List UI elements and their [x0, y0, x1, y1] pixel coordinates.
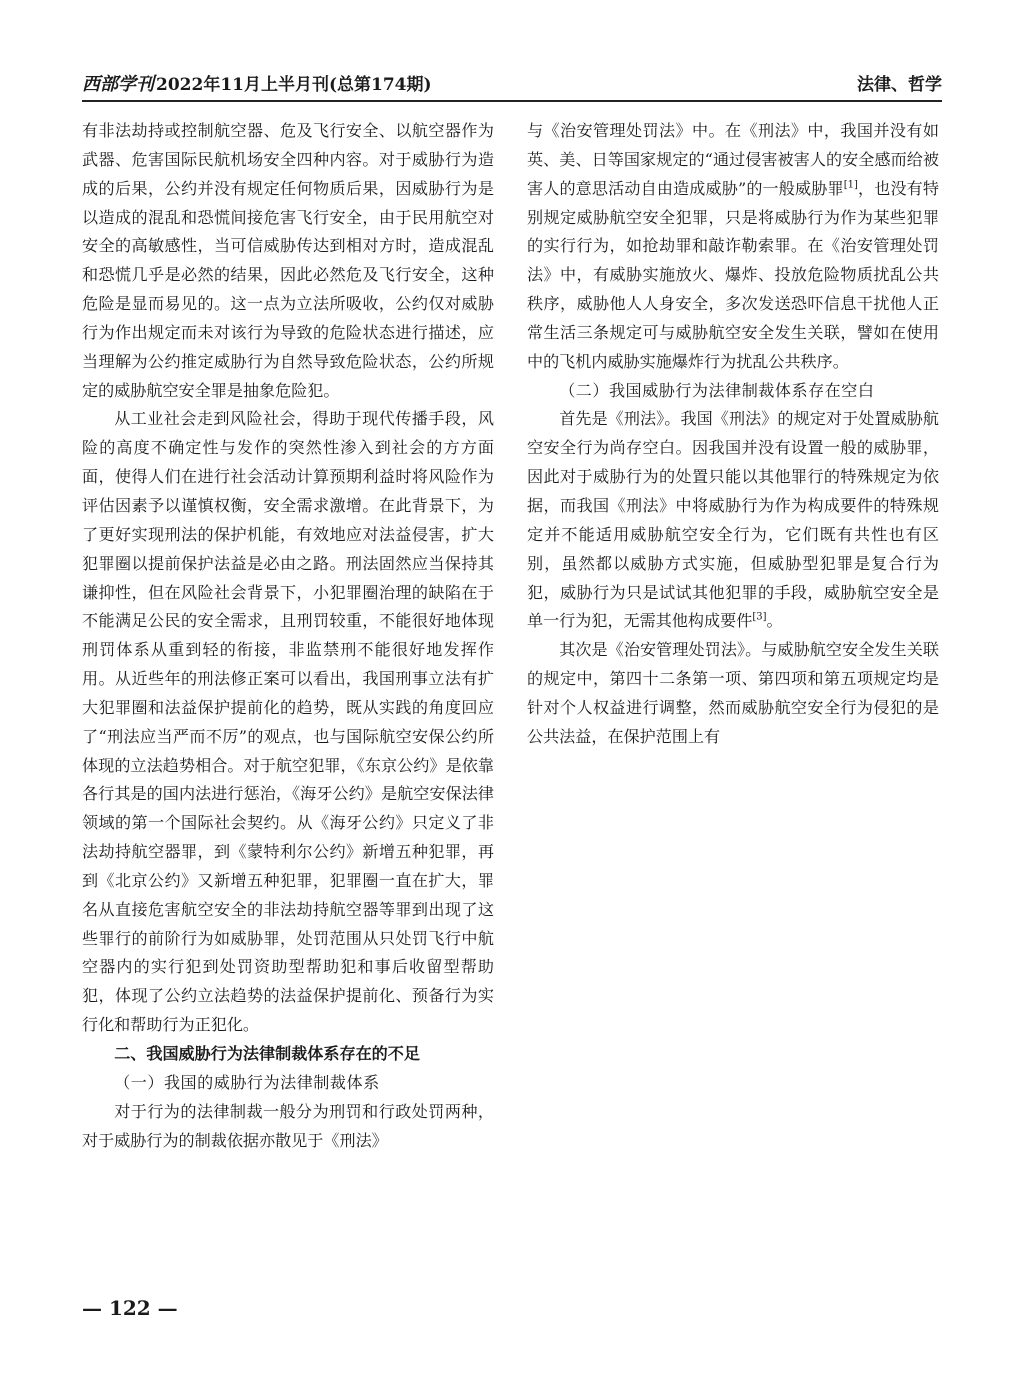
journal-issue	[82, 70, 432, 96]
section-heading: 二、我国威胁行为法律制裁体系存在的不足	[114, 1044, 420, 1063]
citation: [1]	[843, 179, 858, 191]
issue-label: 2022年11月上半月刊(总第174期)	[156, 75, 432, 95]
paragraph	[527, 117, 939, 377]
citation: [3]	[752, 611, 767, 623]
section-label: 法律、哲学	[857, 75, 942, 95]
paragraph-text: 。	[766, 611, 783, 631]
paragraph: 对于行为的法律制裁一般分为刑罚和行政处罚两种，对于威胁行为的制裁依据亦散见于《刑法》	[82, 1101, 494, 1150]
subsection-heading: （一）我国的威胁行为法律制裁体系	[114, 1072, 380, 1092]
paragraph-text: 与《治安管理处罚法》中。在《刑法》中，我国并没有如英、美、日等国家规定的“通过侵害被害人的安全感而给被害人的意思活动自由造成威胁”的一般威胁罪	[527, 121, 939, 198]
journal-logo: 西部学刊	[82, 74, 154, 95]
paragraph-text: 首先是《刑法》。我国《刑法》的规定对于处置威胁航空安全行为尚存空白。因我国并没有设置一般的威胁罪，因此对于威胁行为的处置只能以其他罪行的特殊规定为依据，而我国《刑法》中将威胁行为作为构成要件的特殊规定并不能适用威胁航空安全行为，它们既有共性也有区别，虽然都以威胁方式实施，但威胁型犯罪是复合行为犯，威胁行为只是试试其他犯罪的手段，威胁航空安全是单一行为犯，无需其他构成要件	[527, 409, 939, 631]
subsection-heading: （二）我国威胁行为法律制裁体系存在空白	[559, 380, 875, 400]
left-column	[82, 117, 494, 1155]
running-header	[82, 60, 942, 102]
paragraph: 从工业社会走到风险社会，得助于现代传播手段，风险的高度不确定性与发作的突然性渗入到社会的方方面面，使得人们在进行社会活动计算预期利益时将风险作为评估因素予以谨慎权衡，安全需求激增。在此背景下，为了更好实现刑法的保护机能，有效地应对法益侵害，扩大犯罪圈以提前保护法益是必由之路。刑法固然应当保持其谦抑性，但在风险社会背景下，小犯罪圈治理的缺陷在于不能满足公民的安全需求，且刑罚较重，不能很好地体现刑罚体系从重到轻的衔接，非监禁刑不能很好地发挥作用。从近些年的刑法修正案可以看出，我国刑事立法有扩大犯罪圈和法益保护提前化的趋势，既从实践的角度回应了“刑法应当严而不厉”的观点，也与国际航空安保公约所体现的立法趋势相合。对于航空犯罪，《东京公约》是依靠各行其是的国内法进行惩治，《海牙公约》是航空安保法律领域的第一个国际社会契约。从《海牙公约》只定义了非法劫持航空器罪，到《蒙特利尔公约》新增五种犯罪，再到《北京公约》又新增五种犯罪，犯罪圈一直在扩大，罪名从直接危害航空安全的非法劫持航空器等罪到出现了这些罪行的前阶行为如威胁罪，处罚范围从只处罚飞行中航空器内的实行犯到处罚资助型帮助犯和事后收留型帮助犯，体现了公约立法趋势的法益保护提前化、预备行为实行化和帮助行为正犯化。	[82, 409, 494, 1035]
paragraph: 其次是《治安管理处罚法》。与威胁航空安全发生关联的规定中，第四十二条第一项、第四项和第五项规定均是针对个人权益进行调整，然而威胁航空安全行为侵犯的是公共法益，在保护范围上有	[527, 640, 939, 746]
page-number: — 122 —	[82, 1296, 178, 1320]
paragraph	[527, 405, 939, 636]
right-column	[527, 117, 939, 752]
paragraph: 有非法劫持或控制航空器、危及飞行安全、以航空器作为武器、危害国际民航机场安全四种内容。对于威胁行为造成的后果，公约并没有规定任何物质后果，因威胁行为是以造成的混乱和恐慌间接危害飞行安全，由于民用航空对安全的高敏感性，当可信威胁传达到相对方时，造成混乱和恐慌几乎是必然的结果，因此必然危及飞行安全，这种危险是显而易见的。这一点为立法所吸收，公约仅对威胁行为作出规定而未对该行为导致的危险状态进行描述，应当理解为公约推定威胁行为自然导致危险状态，公约所规定的威胁航空安全罪是抽象危险犯。	[82, 121, 494, 400]
paragraph-text: ，也没有特别规定威胁航空安全犯罪，只是将威胁行为作为某些犯罪的实行行为，如抢劫罪和敲诈勒索罪。在《治安管理处罚法》中，有威胁实施放火、爆炸、投放危险物质扰乱公共秩序，威胁他人人身安全，多次发送恐吓信息干扰他人正常生活三条规定可与威胁航空安全发生关联，譬如在使用中的飞机内威胁实施爆炸行为扰乱公共秩序。	[527, 178, 939, 371]
